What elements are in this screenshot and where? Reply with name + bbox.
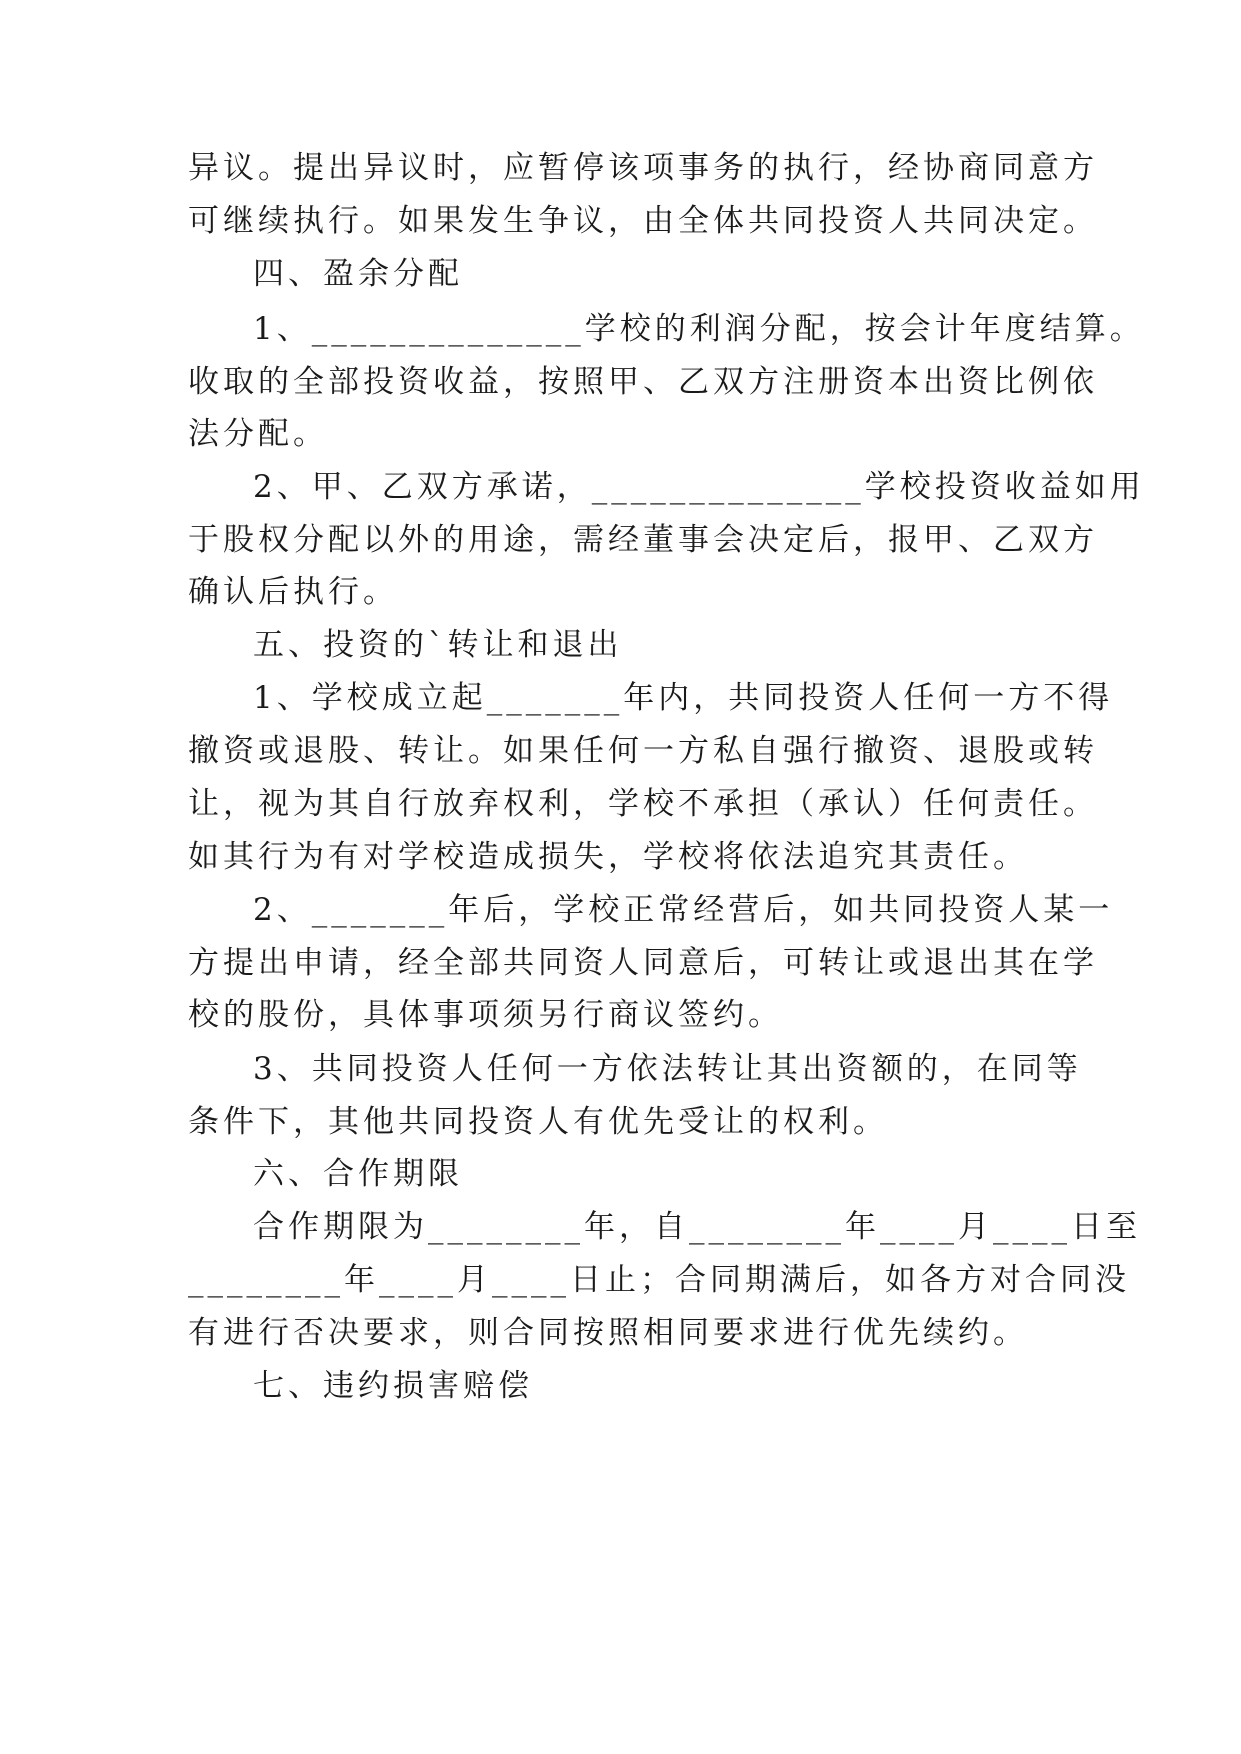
text-line: 如其行为有对学校造成损失，学校将依法追究其责任。	[188, 839, 1028, 875]
text-line: 异议。提出异议时，应暂停该项事务的执行，经协商同意方	[188, 150, 1098, 186]
text-line: 1、______________学校的利润分配，按会计年度结算。	[253, 311, 1145, 347]
text-line: 确认后执行。	[188, 574, 398, 610]
section-heading: 六、合作期限	[253, 1156, 463, 1192]
text-line: ________年____月____日止；合同期满后，如各方对合同没	[188, 1262, 1130, 1298]
section-heading: 四、盈余分配	[253, 256, 463, 292]
text-line: 1、学校成立起_______年内，共同投资人任何一方不得	[253, 680, 1114, 716]
text-line: 校的股份，具体事项须另行商议签约。	[188, 997, 783, 1033]
text-line: 条件下，其他共同投资人有优先受让的权利。	[188, 1104, 888, 1140]
text-line: 方提出申请，经全部共同资人同意后，可转让或退出其在学	[188, 945, 1098, 981]
section-heading: 五、投资的`转让和退出	[253, 627, 623, 663]
text-line: 于股权分配以外的用途，需经董事会决定后，报甲、乙双方	[188, 522, 1098, 558]
text-line: 2、_______年后，学校正常经营后，如共同投资人某一	[253, 892, 1114, 928]
text-line: 可继续执行。如果发生争议，由全体共同投资人共同决定。	[188, 203, 1098, 239]
section-heading: 七、违约损害赔偿	[253, 1368, 533, 1404]
text-line: 收取的全部投资收益，按照甲、乙双方注册资本出资比例依	[188, 364, 1098, 400]
text-line: 撤资或退股、转让。如果任何一方私自强行撤资、退股或转	[188, 733, 1098, 769]
text-line: 让，视为其自行放弃权利，学校不承担（承认）任何责任。	[188, 786, 1098, 822]
text-line: 合作期限为________年，自________年____月____日至	[253, 1209, 1141, 1245]
text-line: 法分配。	[188, 416, 328, 452]
text-line: 有进行否决要求，则合同按照相同要求进行优先续约。	[188, 1315, 1028, 1351]
text-line: 2、甲、乙双方承诺，______________学校投资收益如用	[253, 469, 1145, 505]
text-line: 3、共同投资人任何一方依法转让其出资额的，在同等	[253, 1051, 1082, 1087]
